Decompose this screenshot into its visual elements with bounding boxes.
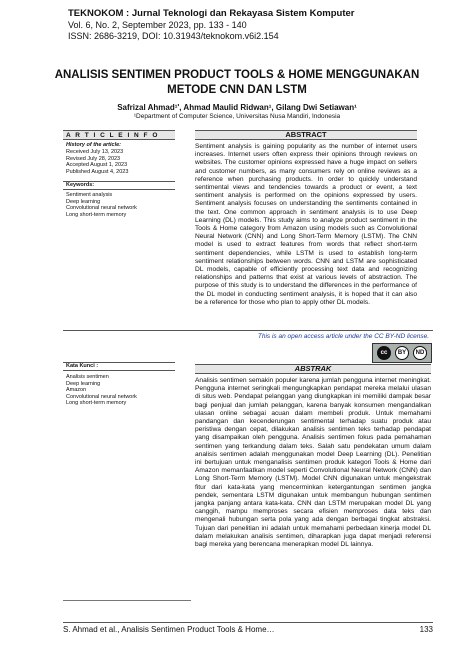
nd-icon: ND (413, 346, 427, 360)
history-revised: Revised July 28, 2023 (66, 155, 121, 162)
article-info (63, 130, 175, 175)
running-footer: S. Ahmad et al., Analisis Sentimen Product Tools & Home… (63, 625, 275, 634)
abstract-text: Sentiment analysis is gaining popularity as the number of internet users increases. Internet users often express their opinions through reviews on websites. The customer opinions expressed have a huge impact on sellers and customer numbers, as many consumers rely on online reviews as a reference when purchasing products. In order to quickly understand sentimental views and tendencies towards a product or event, a text sentiment analysis is performed on the opinions expressed by users. Sentiment analysis focuses on understanding the sentiments contained in the text. One common approach in sentiment analysis is to use Deep Learning (DL) models. This study aims to analyze product sentiment in the Tools & Home category from Amazon using models such as Convolutional Neural Network (CNN) and Long Short-Term Memory (LSTM). The CNN model is used to extract features from words that reflect short-term sentiment dependencies, while LSTM is used to establish long-term sentiment relationships between words. CNN and LSTM are sophisticated DL models, capable of efficiently processing text data and recognizing relationships and patterns that exist at various levels of abstraction. The purpose of this study is to understand the differences in the performance of the DL model in conducting sentiment analysis, it is hoped that it can also be a reference for those who plan to apply other DL models. (195, 143, 417, 306)
history-published: Published August 4, 2023 (66, 168, 129, 175)
journal-name: TEKNOKOM : Jurnal Teknologi dan Rekayasa Sistem Komputer (68, 8, 355, 19)
kata-kunci-item: Convolutional neural network (66, 393, 137, 400)
keywords-box (63, 181, 175, 218)
history-accepted: Accepted August 1, 2023 (66, 162, 128, 168)
article-info-header: A R T I C L E I N F O (63, 130, 175, 140)
abstract-english (195, 130, 417, 307)
paper-title (40, 68, 434, 98)
kata-kunci-item: Analisis sentimen (66, 374, 109, 380)
abstrak-text: Analisis sentimen semakin populer karena jumlah pengguna internet meningkat. Pengguna internet seringkali mengungkapkan pendapat mereka melalui ulasan di situs web. Pendapat pelanggan yang diungkapkan ini memiliki dampak besar bagi penjual dan jumlah pelanggan, karena banyak konsumen mengandalkan ulasan online sebagai acuan dalam membeli produk. Untuk memahami pandangan dan kecenderungan sentimental terhadap suatu produk atau peristiwa dengan cepat, dilakukan analisis sentimen teks terhadap pendapat yang disampaikan oleh pengguna. Analisis sentimen fokus pada pemahaman sentimen yang terkandung dalam teks. Salah satu pendekatan umum dalam analisis sentimen adalah menggunakan model Deep Learning (DL). Penelitian ini bertujuan untuk menganalisis sentimen produk kategori Tools & Home dari Amazon memanfaatkan model seperti Convolutional Neural Network (CNN) dan Long Short-Term Memory (LSTM). Model CNN digunakan untuk mengekstrak fitur dari kata-kata yang mencerminkan ketergantungan sentimen jangka pendek, sementara LSTM digunakan untuk membangun hubungan sentimen jangka panjang antara kata-kata. CNN dan LSTM merupakan model DL yang canggih, mampu memproses secara efisien memproses data teks dan mengenali hubungan serta pola yang ada dengan berbagai tingkat abstraksi. Tujuan dari penelitian ini adalah untuk memahami perbedaan kinerja model DL dalam melakukan analisis sentimen, diharapkan juga dapat menjadi referensi bagi mereka yang berencana menerapkan model DL lainnya. (195, 377, 431, 549)
footnote-rule (63, 600, 191, 601)
cc-license-badge[interactable] (372, 343, 432, 363)
affiliation: ¹Department of Computer Science, Universitas Nusa Mandiri, Indonesia (133, 113, 341, 120)
kata-kunci-item: Deep learning (66, 380, 101, 387)
abstrak-indonesian (195, 364, 431, 549)
abstract-header: ABSTRACT (195, 130, 417, 140)
title-line-1: ANALISIS SENTIMEN PRODUCT TOOLS & HOME MENGGUNAKAN (54, 69, 420, 81)
page-number: 133 (419, 625, 433, 634)
history-label: History of the article: (66, 142, 122, 148)
kata-kunci-item: Long short-term memory (66, 400, 127, 406)
kata-kunci-label: Kata Kunci : (63, 362, 175, 371)
journal-issn: ISSN: 2686-3219, DOI: 10.31943/teknokom.v6i2.154 (68, 31, 279, 41)
keyword-item: Long short-term memory (66, 211, 127, 218)
history-received: Received July 13, 2023 (66, 149, 124, 155)
page-footer (63, 625, 433, 634)
footer-rule (63, 622, 433, 623)
by-icon: BY (395, 346, 409, 360)
open-access-text: This is an open access article under the CC BY-ND license. (257, 333, 429, 340)
journal-header (68, 8, 408, 43)
keywords-label: Keywords: (63, 181, 175, 190)
kata-kunci-item: Amazon (66, 387, 87, 393)
open-access-divider (63, 330, 433, 331)
keyword-item: Convolutional neural network (66, 205, 137, 211)
title-line-2: METODE CNN DAN LSTM (167, 84, 307, 96)
cc-icon: cc (377, 346, 391, 360)
authors: Safrizal Ahmad¹', Ahmad Maulid Ridwan¹, Gilang Dwi Setiawan¹ (117, 103, 357, 112)
kata-kunci-box (63, 362, 175, 407)
keyword-item: Sentiment analysis (66, 192, 113, 198)
abstrak-header: ABSTRAK (195, 364, 431, 374)
journal-volume: Vol. 6, No. 2, September 2023, pp. 133 - 140 (68, 19, 247, 30)
keyword-item: Deep learning (66, 198, 101, 205)
